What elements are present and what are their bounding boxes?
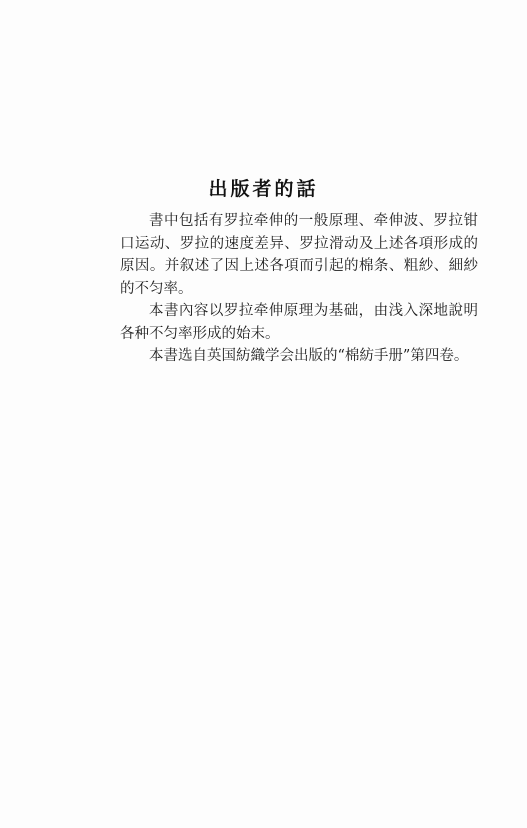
- page-title: 出版者的話: [208, 178, 319, 200]
- preface-body: [120, 210, 478, 368]
- preface-paragraph-3: 本書选自英国紡織学会出版的“棉紡手册”第四卷。: [149, 348, 469, 364]
- preface-paragraph-2: 本書內容以罗拉牵伸原理为基础，由浅入深地說明各种不匀率形成的始末。: [120, 303, 478, 342]
- preface-paragraph-1: 書中包括有罗拉牵伸的一般原理、牵伸波、罗拉钳口运动、罗拉的速度差异、罗拉滑动及上述各項形成的原因。并叙述了因上述各項而引起的棉条、粗紗、細紗的不匀率。: [120, 213, 478, 297]
